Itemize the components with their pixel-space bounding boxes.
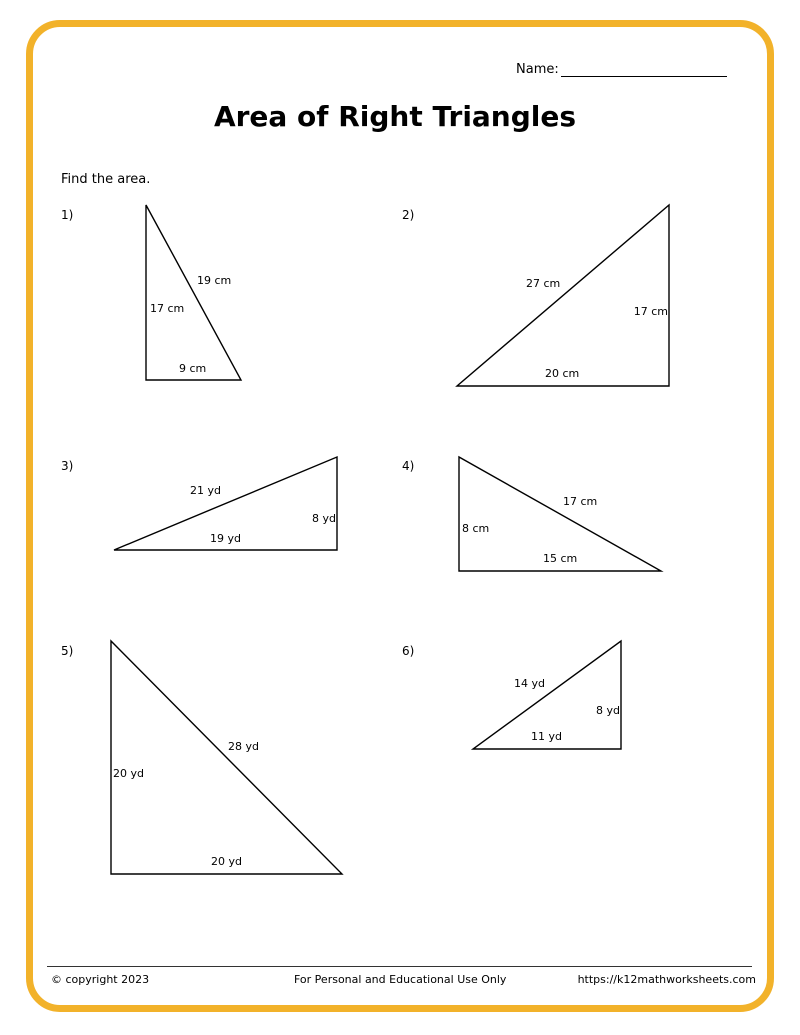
side-label: 21 yd xyxy=(190,484,221,497)
side-label: 8 yd xyxy=(596,704,620,717)
side-label: 9 cm xyxy=(179,362,207,375)
side-label: 19 yd xyxy=(210,532,241,545)
problem-number: 1) xyxy=(61,208,74,222)
side-label: 17 cm xyxy=(150,302,185,315)
problem-number: 6) xyxy=(402,644,415,658)
problem-number: 2) xyxy=(402,208,415,222)
side-label: 14 yd xyxy=(514,677,545,690)
triangle-1 xyxy=(146,205,241,380)
page-title: Area of Right Triangles xyxy=(213,100,577,133)
triangle-5 xyxy=(111,641,342,874)
side-label: 8 yd xyxy=(312,512,336,525)
side-label: 17 cm xyxy=(633,305,668,318)
name-label: Name: xyxy=(516,62,559,77)
side-label: 15 cm xyxy=(543,552,578,565)
side-label: 11 yd xyxy=(531,730,562,743)
side-label: 20 cm xyxy=(545,367,580,380)
side-label: 27 cm xyxy=(526,277,561,290)
footer-url[interactable]: https://k12mathworksheets.com xyxy=(577,973,756,986)
problem-number: 3) xyxy=(61,459,74,473)
footer-divider xyxy=(47,966,752,967)
instruction-text: Find the area. xyxy=(61,172,151,187)
side-label: 20 yd xyxy=(113,767,144,780)
footer-copyright: © copyright 2023 xyxy=(51,973,150,986)
side-label: 28 yd xyxy=(228,740,259,753)
footer-usage: For Personal and Educational Use Only xyxy=(294,973,507,986)
side-label: 19 cm xyxy=(197,274,232,287)
problem-number: 4) xyxy=(402,459,415,473)
triangle-2 xyxy=(457,205,669,386)
side-label: 17 cm xyxy=(563,495,598,508)
side-label: 20 yd xyxy=(211,855,242,868)
side-label: 8 cm xyxy=(462,522,490,535)
problem-number: 5) xyxy=(61,644,74,658)
